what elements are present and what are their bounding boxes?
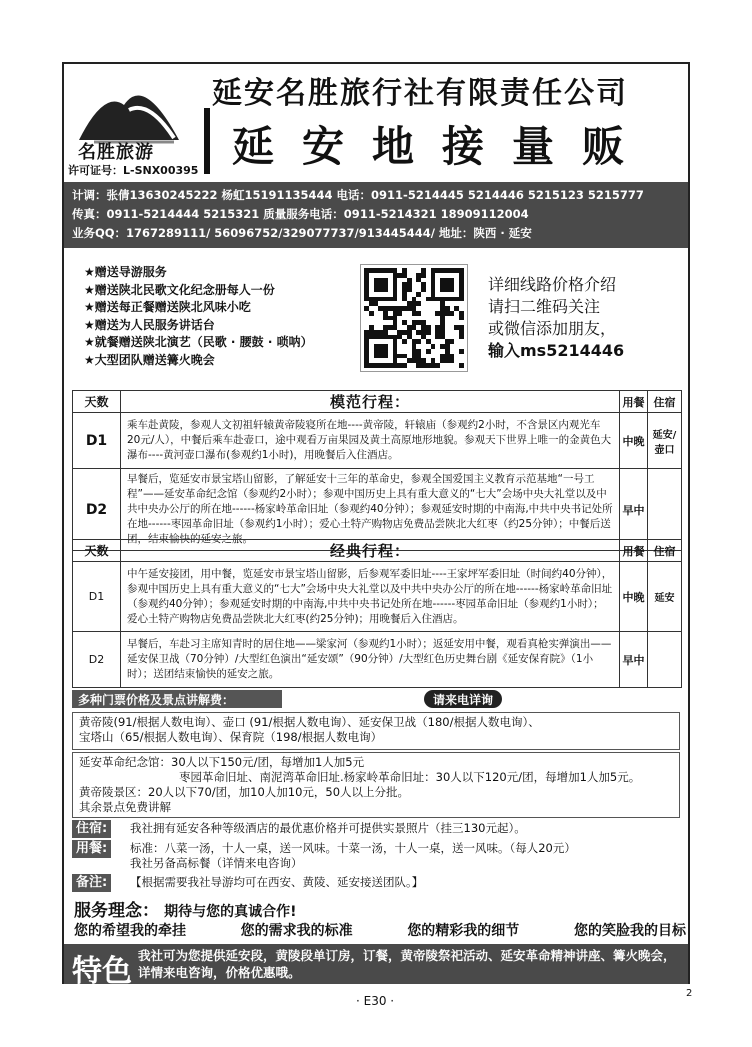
- stay-cell: [648, 632, 682, 688]
- col-meal: 用餐: [620, 540, 648, 562]
- day-description: 早餐后，览延安市景宝塔山留影，了解延安十三年的革命史，参观全国爱国主义教育示范基地“一号工程”——延安革命纪念馆（参观约2小时）；参观中国历史上具有重大意义的“七大”会场中央大礼堂以及中共中央办公厅的所在地------杨家岭革命旧址（参观约40分钟）；参观延安时期的中南海,中共中央书记处所在地------枣园革命旧址（参观约1小时）；爱心土特产购物店免费品尝陕北大红枣（约25分钟）；中餐后送团，结束愉快的延安之旅。: [121, 469, 620, 551]
- qr-module: [393, 297, 398, 302]
- day-label: D1: [73, 413, 121, 469]
- qr-module: [397, 311, 402, 316]
- contact-line-1: 计调：张倩13630245222 杨虹15191135444 电话：0911-5214445 5214446 5215123 5215777: [72, 188, 644, 202]
- logo-text: 名胜旅游: [78, 142, 154, 163]
- gift-item: ★赠送为人民服务讲话台: [84, 317, 215, 332]
- qr-module: [459, 297, 464, 302]
- gift-item: ★赠送陕北民歌文化纪念册每人一份: [84, 282, 275, 297]
- qr-module: [416, 339, 421, 344]
- note-text: 【根据需要我社导游均可在西安、黄陵、延安接送团队。】: [130, 875, 424, 889]
- day-label: D1: [73, 562, 121, 632]
- gift-item: ★大型团队赠送篝火晚会: [84, 352, 215, 367]
- note-tag: 备注:: [72, 874, 111, 892]
- food-line-1: 标准：八菜一汤，十人一桌，送一风味。十菜一汤，十人一桌，送一风味。（每人20元）: [130, 841, 576, 855]
- qr-module: [426, 330, 431, 335]
- corner-mark: 2: [686, 988, 693, 999]
- gift-item: ★赠送每正餐赠送陕北风味小吃: [84, 300, 251, 314]
- page-frame: [62, 62, 690, 989]
- qr-module: [450, 311, 455, 316]
- guide-fee-line: 其余景点免费讲解: [79, 800, 171, 814]
- ticket-prices: [72, 712, 680, 750]
- gift-item: ★赠送导游服务: [84, 265, 167, 279]
- day-description: 中午延安接团，用中餐，览延安市景宝塔山留影，后参观军委旧址----王家坪军委旧址（时间约40分钟），参观中国历史上具有重大意义的“七大”会场中央大礼堂以及中共中央办公厅的所在地------杨家岭革命旧址（参观约40分钟）；参观延安时期的中南海,中共中央书记处所在地------枣园革命旧址（参观约1小时）；爱心土特产购物店免费品尝陕北大红枣(约25分钟)；用晚餐后入住酒店。: [121, 562, 620, 632]
- day-label: D2: [73, 632, 121, 688]
- col-stay: 住宿: [648, 391, 682, 413]
- classic-itinerary-table: [72, 539, 682, 688]
- qr-module: [416, 292, 421, 297]
- motto-row: [74, 920, 686, 940]
- stay-cell: 延安: [648, 562, 682, 632]
- day-description: 乘车赴黄陵，参观人文初祖轩辕黄帝陵寝所在地----黄帝陵，轩辕庙（参观约2小时，不含景区内观光车20元/人），中餐后乘车赴壶口，途中观看万亩果园及黄土高原地形地貌。参观天下世界上唯一的金黄色大瀑布----黄河壶口瀑布(参观约1小时)，用晚餐后入住酒店。: [121, 413, 620, 469]
- motto-item: 您的希望我的牵挂: [74, 923, 186, 939]
- qr-module: [426, 349, 431, 354]
- qr-info-line: 或微信添加朋友，: [488, 319, 617, 338]
- guide-fee-line: 枣园革命旧址、南泥湾革命旧址.杨家岭革命旧址：30人以下120元/团，每增加1人加5元。: [179, 770, 641, 784]
- day-description: 早餐后，车赴习主席知青时的居住地——梁家河（参观约1小时）；返延安用中餐，观看真枪实弹演出——延安保卫战（70分钟）/大型红色演出“延安颂”（90分钟）/大型红色历史舞台剧《延安保育院》（1小时）；送团结束愉快的延安之旅。: [121, 632, 620, 688]
- qr-module: [407, 287, 412, 292]
- header: [64, 64, 688, 182]
- tickets-title: 多种门票价格及景点讲解费：: [72, 690, 282, 708]
- model-trip-title: 模范行程：: [121, 391, 620, 413]
- stay-cell: 延安/壶口: [648, 413, 682, 469]
- call-badge[interactable]: 请来电详询: [424, 690, 502, 708]
- guide-fees: [72, 752, 680, 818]
- col-day: 天数: [73, 540, 121, 562]
- service-label: 服务理念：: [74, 901, 159, 921]
- meal-cell: 早中: [620, 469, 648, 551]
- food-tag: 用餐:: [72, 840, 111, 858]
- ticket-line: 宝塔山（65/根据人数电询）、保育院（198/根据人数电询）: [79, 730, 383, 744]
- feature-bar: [64, 944, 688, 989]
- col-stay: 住宿: [648, 540, 682, 562]
- col-day: 天数: [73, 391, 121, 413]
- qr-module: [450, 358, 455, 363]
- motto-item: 您的笑脸我的目标: [573, 923, 686, 939]
- service-text: 期待与您的真诚合作!: [164, 904, 297, 920]
- meal-cell: 中晚: [620, 562, 648, 632]
- food-line-2: 我社另备高标餐（详情来电咨询）: [130, 856, 303, 870]
- qr-module: [402, 363, 407, 368]
- service-concept: [74, 896, 296, 921]
- qr-module: [459, 335, 464, 340]
- stay-tag: 住宿:: [72, 820, 111, 838]
- qr-module: [459, 316, 464, 321]
- model-itinerary-table: [72, 390, 682, 551]
- qr-module: [383, 354, 388, 359]
- col-meal: 用餐: [620, 391, 648, 413]
- guide-fee-line: 黄帝陵景区：20人以下70/团，加10人加10元，50人以上分批。: [79, 785, 410, 799]
- classic-trip-title: 经典行程：: [121, 540, 620, 562]
- subtitle-box: [204, 108, 684, 174]
- meal-cell: 中晚: [620, 413, 648, 469]
- feature-label: 特色: [72, 954, 132, 989]
- feature-text: 我社可为您提供延安段，黄陵段单订房，订餐，黄帝陵祭祀活动、延安革命精神讲座、篝火晚会，详情来电咨询，价格优惠哦。: [138, 948, 676, 980]
- qr-code-icon[interactable]: [360, 264, 468, 372]
- qr-module: [416, 301, 421, 306]
- motto-item: 您的精彩我的细节: [407, 923, 520, 939]
- motto-item: 您的需求我的标准: [240, 923, 353, 939]
- stay-text: 我社拥有延安各种等级酒店的最优惠价格并可提供实景照片（挂三130元起）。: [130, 821, 526, 835]
- qr-info-line: 详细线路价格介绍: [488, 275, 617, 294]
- gift-list: [84, 264, 313, 369]
- qr-module: [450, 287, 455, 292]
- license-number: 许可证号：L-SNX00395: [68, 164, 199, 177]
- qr-module: [435, 363, 440, 368]
- qr-module: [450, 339, 455, 344]
- subtitle: 延安地接量贩: [232, 122, 653, 171]
- qr-info: [488, 274, 624, 362]
- qr-module: [383, 287, 388, 292]
- page-number: · E30 ·: [356, 994, 395, 1008]
- wechat-id: 输入ms5214446: [488, 341, 625, 360]
- qr-module: [459, 349, 464, 354]
- contact-line-3: 业务QQ：1767289111/ 56096752/329077737/913445444/ 地址：陕西 · 延安: [72, 226, 532, 240]
- qr-info-line: 请扫二维码关注: [488, 297, 601, 316]
- guide-fee-line: 延安革命纪念馆：30人以下150元/团，每增加1人加5元: [79, 755, 365, 769]
- company-name: 延安名胜旅行社有限责任公司: [212, 76, 628, 111]
- qr-module: [421, 287, 426, 292]
- ticket-line: 黄帝陵(91/根据人数电询）、壶口 (91/根据人数电询）、延安保卫战（180/根据人数电询）、: [79, 715, 540, 729]
- day-label: D2: [73, 469, 121, 551]
- meal-cell: 早中: [620, 632, 648, 688]
- qr-module: [421, 273, 426, 278]
- qr-module: [459, 363, 464, 368]
- qr-module: [402, 339, 407, 344]
- qr-module: [416, 311, 421, 316]
- contact-line-2: 传真：0911-5214444 5215321 质量服务电话：0911-5214321 18909112004: [72, 207, 529, 221]
- qr-module: [431, 344, 436, 349]
- contact-bar: [64, 182, 688, 248]
- gift-item: ★就餐赠送陕北演艺（民歌 · 腰鼓 · 唢呐）: [84, 335, 313, 349]
- qr-module: [369, 311, 374, 316]
